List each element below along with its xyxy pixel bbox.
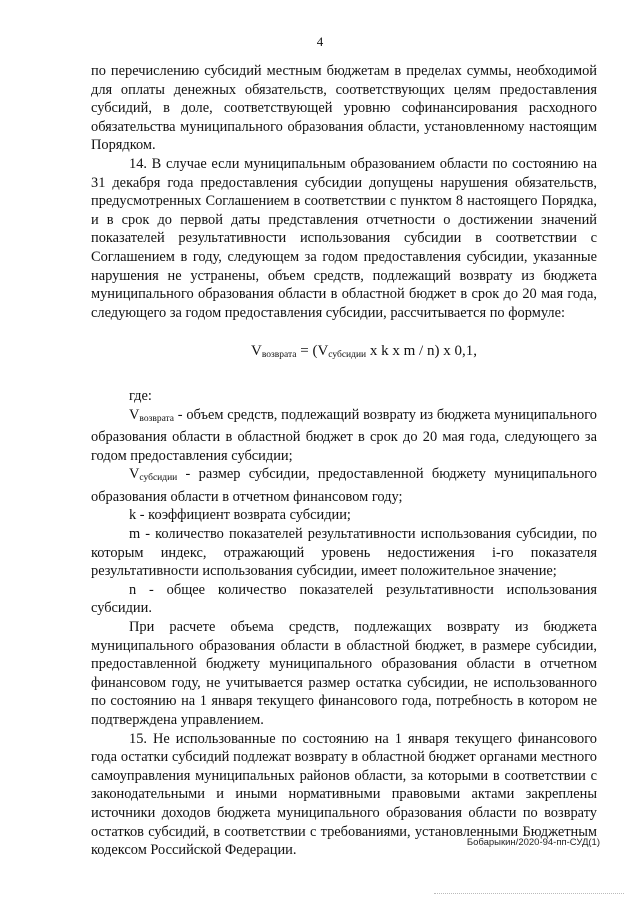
formula-sub-subsidy: субсидии bbox=[328, 350, 367, 361]
document-footer-code: Бобарыкин/2020-94-пп-СУД(1) bbox=[466, 837, 600, 848]
def-v-subsidy-symbol: V bbox=[129, 466, 140, 483]
formula-rest: x k x m / n) x 0,1, bbox=[366, 343, 477, 360]
document-body bbox=[91, 62, 597, 860]
definition-v-return bbox=[91, 406, 597, 466]
def-v-subsidy-text: - размер субсидии, предоставленной бюджету муниципального образования области в отчетном финансовом году; bbox=[91, 466, 597, 505]
paragraph-continuation: по перечислению субсидий местным бюджетам в пределах суммы, необходимой для оплаты денежных обязательств, соответствующих целям предоставления субсидий, в доле, соответствующей уровню софинансирования расходного обязательства муниципального образования области, установленному настоящим Порядком. bbox=[91, 63, 597, 154]
definition-m: m - количество показателей результативности использования субсидии, по которым индекс, отражающий уровень недостижения i-го показателя результативности использования субсидии, имеет положительное значение; bbox=[91, 526, 597, 580]
paragraph-14: 14. В случае если муниципальным образованием области по состоянию на 31 декабря года предоставления субсидии допущены нарушения обязательств, предусмотренных Соглашением в соответствии с пунктом 8 настоящего Порядка, и в срок до первой даты представления отчетности о достижении значений показателей результативности использования субсидии в соответствии с Соглашением в году, следующем за годом предоставления субсидии, указанные нарушения не устранены, объем средств, подлежащий возврату из бюджета муниципального образования области в областной бюджет в срок до 20 мая года, следующего за годом предоставления субсидии, рассчитывается по формуле: bbox=[91, 155, 597, 321]
page-number: 4 bbox=[316, 34, 324, 49]
def-v-return-symbol: V bbox=[129, 406, 140, 423]
scan-artifact bbox=[434, 893, 624, 895]
formula-sub-return: возврата bbox=[261, 350, 297, 361]
formula-v: V bbox=[251, 343, 262, 360]
def-v-subsidy-sub: субсидии bbox=[139, 473, 178, 484]
definition-k: k - коэффициент возврата субсидии; bbox=[129, 507, 351, 524]
def-v-return-text: - объем средств, подлежащий возврату из бюджета муниципального образования области в областной бюджет в срок до 20 мая года, следующего за годом предоставления субсидии; bbox=[91, 406, 597, 464]
where-label: где: bbox=[129, 387, 152, 404]
formula bbox=[91, 342, 597, 365]
definition-v-subsidy bbox=[91, 465, 597, 506]
definition-n: n - общее количество показателей результативности использования субсидии. bbox=[91, 581, 597, 617]
formula-mid: = (V bbox=[296, 343, 329, 360]
def-v-return-sub: возврата bbox=[139, 413, 175, 424]
paragraph-15: 15. Не использованные по состоянию на 1 января текущего финансового года остатки субсидий подлежат возврату в областной бюджет органами местного самоуправления муниципальных районов области, за которыми в соответствии с законодательными и иными нормативными правовыми актами закреплены источники доходов бюджета муниципального образования области по возврату остатков субсидий, в соответствии с требованиями, установленными Бюджетным кодексом Российской Федерации. bbox=[91, 730, 597, 859]
paragraph-calculation-note: При расчете объема средств, подлежащих возврату из бюджета муниципального образования области в областной бюджет, в размере субсидии, предоставленной бюджету муниципального образования области в отчетном финансовом году, не учитывается размер остатка субсидии, не использованного по состоянию на 1 января текущего финансового года, потребность в котором не подтверждена управлением. bbox=[91, 619, 597, 728]
